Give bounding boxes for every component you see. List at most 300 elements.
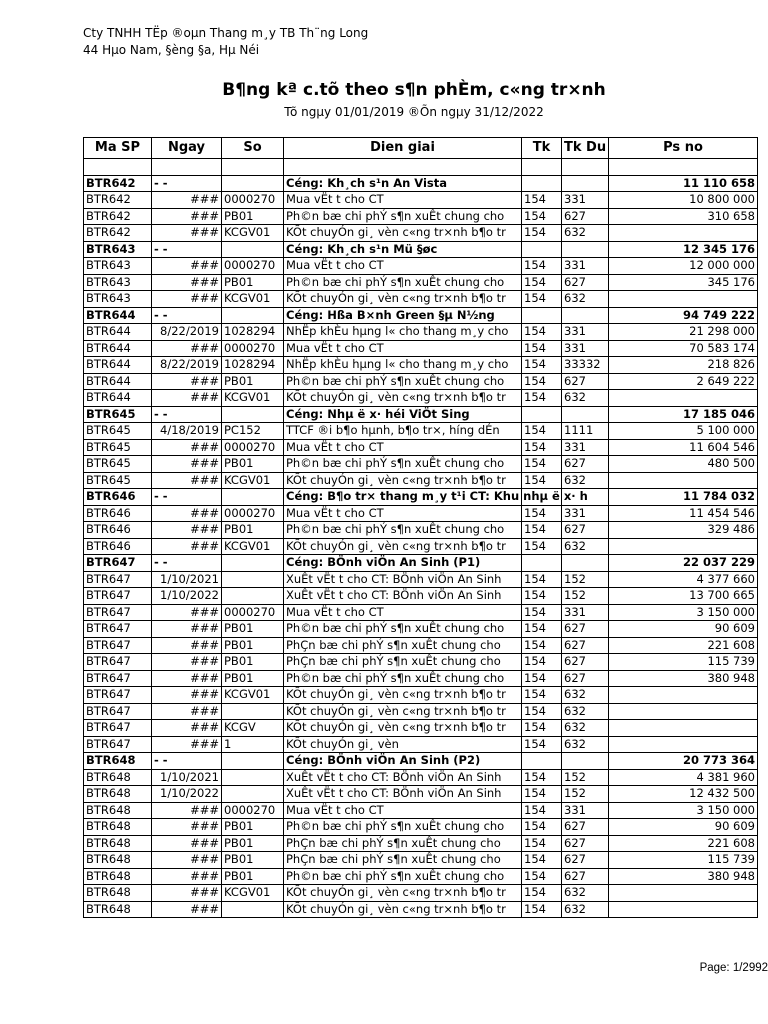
tk-cell: 154	[522, 604, 562, 621]
table-row	[84, 456, 758, 473]
so-cell	[222, 307, 284, 324]
ngay-cell: ###	[152, 604, 222, 621]
tk-cell: 154	[522, 637, 562, 654]
table-row	[84, 291, 758, 308]
ps-no-cell	[609, 472, 758, 489]
dien-giai-cell: Ph©n bæ chi phÝ s¶n xuÊt chung cho	[284, 819, 522, 836]
ps-no-cell: 90 609	[609, 819, 758, 836]
tk-cell	[522, 753, 562, 770]
ma-sp-cell: BTR648	[84, 819, 152, 836]
table-row	[84, 637, 758, 654]
table-row	[84, 703, 758, 720]
so-cell: KCGV01	[222, 885, 284, 902]
tk-du-cell: 152	[562, 769, 609, 786]
dien-giai-cell: KÕt chuyÓn gi¸ vèn c«ng tr×nh b¶o tr	[284, 687, 522, 704]
ngay-cell: 8/22/2019	[152, 324, 222, 341]
tk-du-cell	[562, 175, 609, 192]
ps-no-cell: 345 176	[609, 274, 758, 291]
blank-cell	[152, 159, 222, 176]
table-row	[84, 208, 758, 225]
table-row	[84, 852, 758, 869]
tk-cell: 154	[522, 654, 562, 671]
ps-no-cell: 11 604 546	[609, 439, 758, 456]
ps-no-cell: 5 100 000	[609, 423, 758, 440]
so-cell	[222, 786, 284, 803]
ma-sp-cell: BTR646	[84, 522, 152, 539]
table-row	[84, 670, 758, 687]
ps-no-cell: 12 432 500	[609, 786, 758, 803]
ma-sp-cell: BTR648	[84, 802, 152, 819]
tk-cell: 154	[522, 291, 562, 308]
table-row	[84, 390, 758, 407]
dien-giai-cell: KÕt chuyÓn gi¸ vèn c«ng tr×nh b¶o tr	[284, 885, 522, 902]
tk-cell: 154	[522, 736, 562, 753]
blank-cell	[522, 159, 562, 176]
tk-cell: 154	[522, 901, 562, 918]
ma-sp-cell: BTR648	[84, 901, 152, 918]
ps-no-cell: 21 298 000	[609, 324, 758, 341]
so-cell: PB01	[222, 621, 284, 638]
ps-no-cell: 221 608	[609, 637, 758, 654]
dien-giai-cell: NhËp khÈu hµng l« cho thang m¸y cho	[284, 324, 522, 341]
ma-sp-cell: BTR643	[84, 241, 152, 258]
tk-cell: 154	[522, 852, 562, 869]
so-cell: KCGV	[222, 720, 284, 737]
dien-giai-cell: KÕt chuyÓn gi¸ vèn c«ng tr×nh b¶o tr	[284, 291, 522, 308]
table-row	[84, 835, 758, 852]
ngay-cell: 4/18/2019	[152, 423, 222, 440]
dien-giai-cell: Céng: BÖnh viÖn An Sinh (P2)	[284, 753, 522, 770]
tk-cell: 154	[522, 423, 562, 440]
ps-no-cell	[609, 390, 758, 407]
ps-no-cell: 10 800 000	[609, 192, 758, 209]
ps-no-cell: 4 381 960	[609, 769, 758, 786]
page-number: Page: 1/2992	[699, 962, 768, 974]
dien-giai-cell: Ph©n bæ chi phÝ s¶n xuÊt chung cho	[284, 373, 522, 390]
ma-sp-cell: BTR644	[84, 307, 152, 324]
ps-no-cell: 11 454 546	[609, 505, 758, 522]
ngay-cell: ###	[152, 192, 222, 209]
table-row	[84, 720, 758, 737]
table-row	[84, 439, 758, 456]
dien-giai-cell: Mua vËt t cho CT	[284, 192, 522, 209]
tk-du-cell: 632	[562, 885, 609, 902]
ps-no-cell: 221 608	[609, 835, 758, 852]
dien-giai-cell: Ph©n bæ chi phÝ s¶n xuÊt chung cho	[284, 670, 522, 687]
ma-sp-cell: BTR647	[84, 621, 152, 638]
ngay-cell: - -	[152, 489, 222, 506]
so-cell	[222, 901, 284, 918]
blank-cell	[222, 159, 284, 176]
ngay-cell: ###	[152, 654, 222, 671]
table-row	[84, 621, 758, 638]
tk-du-cell	[562, 555, 609, 572]
so-cell: KCGV01	[222, 538, 284, 555]
ngay-cell: ###	[152, 703, 222, 720]
tk-du-cell: 627	[562, 835, 609, 852]
ma-sp-cell: BTR643	[84, 291, 152, 308]
table-row	[84, 225, 758, 242]
ma-sp-cell: BTR647	[84, 555, 152, 572]
ma-sp-cell: BTR648	[84, 835, 152, 852]
ngay-cell: ###	[152, 670, 222, 687]
dien-giai-cell: XuÊt vËt t cho CT: BÖnh viÖn An Sinh	[284, 588, 522, 605]
so-cell	[222, 175, 284, 192]
ps-no-cell: 218 826	[609, 357, 758, 374]
tk-cell: 154	[522, 340, 562, 357]
tk-du-cell: 331	[562, 505, 609, 522]
group-total-row	[84, 175, 758, 192]
so-cell: PB01	[222, 456, 284, 473]
ngay-cell: ###	[152, 505, 222, 522]
tk-du-cell: 632	[562, 901, 609, 918]
ngay-cell: - -	[152, 307, 222, 324]
dien-giai-cell: PhÇn bæ chi phÝ s¶n xuÊt chung cho	[284, 637, 522, 654]
ma-sp-cell: BTR646	[84, 505, 152, 522]
table-row	[84, 654, 758, 671]
table-row	[84, 505, 758, 522]
table-row	[84, 472, 758, 489]
ngay-cell: ###	[152, 802, 222, 819]
table-row	[84, 522, 758, 539]
so-cell: 1028294	[222, 324, 284, 341]
ngay-cell: ###	[152, 687, 222, 704]
ps-no-cell: 380 948	[609, 670, 758, 687]
ps-no-cell: 17 185 046	[609, 406, 758, 423]
tk-du-cell: 331	[562, 439, 609, 456]
so-cell: PB01	[222, 868, 284, 885]
tk-cell: 154	[522, 786, 562, 803]
dien-giai-cell: Ph©n bæ chi phÝ s¶n xuÊt chung cho	[284, 208, 522, 225]
tk-cell: 154	[522, 274, 562, 291]
ma-sp-cell: BTR647	[84, 720, 152, 737]
ma-sp-cell: BTR648	[84, 753, 152, 770]
ma-sp-cell: BTR647	[84, 670, 152, 687]
ngay-cell: - -	[152, 555, 222, 572]
dien-giai-cell: TTCF ®i b¶o hµnh, b¶o tr×, híng dÉn	[284, 423, 522, 440]
tk-cell: 154	[522, 208, 562, 225]
blank-row	[84, 159, 758, 176]
ps-no-cell	[609, 687, 758, 704]
dien-giai-cell: XuÊt vËt t cho CT: BÖnh viÖn An Sinh	[284, 769, 522, 786]
so-cell: PB01	[222, 274, 284, 291]
tk-cell: 154	[522, 357, 562, 374]
blank-cell	[284, 159, 522, 176]
dien-giai-cell: NhËp khÈu hµng l« cho thang m¸y cho	[284, 357, 522, 374]
dien-giai-cell: KÕt chuyÓn gi¸ vèn c«ng tr×nh b¶o tr	[284, 538, 522, 555]
table-row	[84, 687, 758, 704]
tk-du-cell: 632	[562, 687, 609, 704]
ngay-cell: ###	[152, 868, 222, 885]
tk-du-cell: 627	[562, 637, 609, 654]
tk-du-cell: 331	[562, 802, 609, 819]
so-cell: KCGV01	[222, 472, 284, 489]
col-header-ngay: Ngay	[152, 138, 222, 159]
tk-cell: 154	[522, 885, 562, 902]
dien-giai-cell: KÕt chuyÓn gi¸ vèn	[284, 736, 522, 753]
table-row	[84, 423, 758, 440]
company-name: Cty TNHH TËp ®oµn Thang m¸y TB Th¨ng Long	[83, 26, 369, 40]
blank-cell	[562, 159, 609, 176]
ma-sp-cell: BTR647	[84, 687, 152, 704]
so-cell	[222, 588, 284, 605]
report-title-text: B¶ng kª c.tõ theo s¶n phÈm, c«ng tr×nh	[222, 80, 606, 100]
dien-giai-cell: Mua vËt t cho CT	[284, 802, 522, 819]
ngay-cell: ###	[152, 340, 222, 357]
table-row	[84, 192, 758, 209]
ma-sp-cell: BTR644	[84, 340, 152, 357]
tk-du-cell: 627	[562, 621, 609, 638]
ngay-cell: 1/10/2022	[152, 786, 222, 803]
dien-giai-cell: Mua vËt t cho CT	[284, 258, 522, 275]
ma-sp-cell: BTR643	[84, 258, 152, 275]
tk-cell: 154	[522, 225, 562, 242]
table-row	[84, 274, 758, 291]
tk-du-cell: 627	[562, 373, 609, 390]
ma-sp-cell: BTR642	[84, 175, 152, 192]
dien-giai-cell: Céng: B¶o tr× thang m¸y t¹i CT: Khu nhµ ë x· h	[284, 489, 522, 506]
dien-giai-cell: KÕt chuyÓn gi¸ vèn c«ng tr×nh b¶o tr	[284, 720, 522, 737]
tk-cell: 154	[522, 802, 562, 819]
ngay-cell: ###	[152, 736, 222, 753]
so-cell	[222, 753, 284, 770]
so-cell: 0000270	[222, 802, 284, 819]
tk-du-cell: 627	[562, 456, 609, 473]
ps-no-cell: 310 658	[609, 208, 758, 225]
ps-no-cell	[609, 736, 758, 753]
tk-cell	[522, 406, 562, 423]
tk-cell: 154	[522, 621, 562, 638]
ngay-cell: 1/10/2021	[152, 571, 222, 588]
ps-no-cell: 90 609	[609, 621, 758, 638]
col-header-tk-du: Tk Du	[562, 138, 609, 159]
ma-sp-cell: BTR647	[84, 654, 152, 671]
ngay-cell: ###	[152, 637, 222, 654]
blank-cell	[84, 159, 152, 176]
tk-cell: 154	[522, 835, 562, 852]
ma-sp-cell: BTR648	[84, 852, 152, 869]
tk-du-cell: 632	[562, 291, 609, 308]
ma-sp-cell: BTR647	[84, 604, 152, 621]
so-cell: 0000270	[222, 192, 284, 209]
so-cell: PB01	[222, 208, 284, 225]
tk-du-cell: 152	[562, 588, 609, 605]
so-cell: KCGV01	[222, 291, 284, 308]
ledger-body	[84, 159, 758, 918]
table-row	[84, 604, 758, 621]
ma-sp-cell: BTR645	[84, 456, 152, 473]
group-total-row	[84, 241, 758, 258]
dien-giai-cell: PhÇn bæ chi phÝ s¶n xuÊt chung cho	[284, 835, 522, 852]
ngay-cell: ###	[152, 835, 222, 852]
ps-no-cell: 13 700 665	[609, 588, 758, 605]
ma-sp-cell: BTR642	[84, 208, 152, 225]
dien-giai-cell: Céng: Kh¸ch s¹n Mü §øc	[284, 241, 522, 258]
ngay-cell: 1/10/2022	[152, 588, 222, 605]
dien-giai-cell: Mua vËt t cho CT	[284, 340, 522, 357]
ps-no-cell: 11 110 658	[609, 175, 758, 192]
ps-no-cell	[609, 538, 758, 555]
ma-sp-cell: BTR646	[84, 489, 152, 506]
ps-no-cell: 480 500	[609, 456, 758, 473]
ma-sp-cell: BTR644	[84, 357, 152, 374]
so-cell: 0000270	[222, 439, 284, 456]
ngay-cell: ###	[152, 522, 222, 539]
ps-no-cell: 3 150 000	[609, 802, 758, 819]
so-cell: 1028294	[222, 357, 284, 374]
tk-du-cell: 1111	[562, 423, 609, 440]
tk-du-cell: 627	[562, 654, 609, 671]
tk-du-cell: 331	[562, 324, 609, 341]
ma-sp-cell: BTR648	[84, 786, 152, 803]
dien-giai-cell: Ph©n bæ chi phÝ s¶n xuÊt chung cho	[284, 621, 522, 638]
group-total-row	[84, 406, 758, 423]
tk-du-cell: 632	[562, 225, 609, 242]
ps-no-cell: 12 345 176	[609, 241, 758, 258]
tk-du-cell: 152	[562, 571, 609, 588]
dien-giai-cell: KÕt chuyÓn gi¸ vèn c«ng tr×nh b¶o tr	[284, 225, 522, 242]
so-cell: 0000270	[222, 604, 284, 621]
so-cell: 0000270	[222, 258, 284, 275]
tk-cell: 154	[522, 373, 562, 390]
tk-cell: 154	[522, 258, 562, 275]
dien-giai-cell: KÕt chuyÓn gi¸ vèn c«ng tr×nh b¶o tr	[284, 901, 522, 918]
table-row	[84, 885, 758, 902]
dien-giai-cell: Mua vËt t cho CT	[284, 604, 522, 621]
table-row	[84, 357, 758, 374]
dien-giai-cell: KÕt chuyÓn gi¸ vèn c«ng tr×nh b¶o tr	[284, 390, 522, 407]
table-row	[84, 588, 758, 605]
dien-giai-cell: XuÊt vËt t cho CT: BÖnh viÖn An Sinh	[284, 571, 522, 588]
tk-du-cell: 627	[562, 208, 609, 225]
dien-giai-cell: Ph©n bæ chi phÝ s¶n xuÊt chung cho	[284, 456, 522, 473]
dien-giai-cell: Céng: BÖnh viÖn An Sinh (P1)	[284, 555, 522, 572]
tk-du-cell	[562, 307, 609, 324]
ma-sp-cell: BTR647	[84, 588, 152, 605]
ma-sp-cell: BTR642	[84, 192, 152, 209]
ps-no-cell	[609, 885, 758, 902]
ngay-cell: - -	[152, 175, 222, 192]
tk-cell: 154	[522, 505, 562, 522]
so-cell: PB01	[222, 835, 284, 852]
table-header-row	[84, 138, 758, 159]
ma-sp-cell: BTR647	[84, 736, 152, 753]
ngay-cell: ###	[152, 208, 222, 225]
so-cell	[222, 555, 284, 572]
tk-cell: 154	[522, 588, 562, 605]
ngay-cell: 1/10/2021	[152, 769, 222, 786]
ngay-cell: ###	[152, 439, 222, 456]
ngay-cell: ###	[152, 901, 222, 918]
col-header-so: So	[222, 138, 284, 159]
so-cell: PB01	[222, 373, 284, 390]
tk-du-cell: 627	[562, 852, 609, 869]
tk-cell: 154	[522, 192, 562, 209]
so-cell: 1	[222, 736, 284, 753]
ps-no-cell	[609, 225, 758, 242]
so-cell	[222, 489, 284, 506]
ngay-cell: ###	[152, 274, 222, 291]
table-row	[84, 901, 758, 918]
tk-cell: 154	[522, 324, 562, 341]
so-cell	[222, 769, 284, 786]
col-header-ma-sp: Ma SP	[84, 138, 152, 159]
ma-sp-cell: BTR645	[84, 472, 152, 489]
so-cell: PB01	[222, 654, 284, 671]
dien-giai-cell: Ph©n bæ chi phÝ s¶n xuÊt chung cho	[284, 868, 522, 885]
so-cell: PC152	[222, 423, 284, 440]
ps-no-cell: 70 583 174	[609, 340, 758, 357]
ps-no-cell: 3 150 000	[609, 604, 758, 621]
ma-sp-cell: BTR643	[84, 274, 152, 291]
ma-sp-cell: BTR645	[84, 423, 152, 440]
dien-giai-cell: KÕt chuyÓn gi¸ vèn c«ng tr×nh b¶o tr	[284, 472, 522, 489]
blank-cell	[609, 159, 758, 176]
ps-no-cell: 380 948	[609, 868, 758, 885]
so-cell: 0000270	[222, 505, 284, 522]
tk-du-cell	[562, 753, 609, 770]
tk-cell: 154	[522, 703, 562, 720]
ma-sp-cell: BTR644	[84, 390, 152, 407]
tk-du-cell: 331	[562, 604, 609, 621]
so-cell: KCGV01	[222, 687, 284, 704]
ngay-cell: ###	[152, 852, 222, 869]
tk-cell: 154	[522, 819, 562, 836]
ngay-cell: ###	[152, 225, 222, 242]
report-title	[0, 80, 768, 100]
table-row	[84, 324, 758, 341]
ps-no-cell: 2 649 222	[609, 373, 758, 390]
dien-giai-cell: Céng: Nhµ ë x· héi ViÖt Sing	[284, 406, 522, 423]
tk-cell: 154	[522, 769, 562, 786]
ngay-cell: ###	[152, 538, 222, 555]
tk-du-cell: 632	[562, 472, 609, 489]
ma-sp-cell: BTR648	[84, 885, 152, 902]
tk-cell: 154	[522, 868, 562, 885]
ngay-cell: ###	[152, 621, 222, 638]
tk-du-cell: 331	[562, 340, 609, 357]
ngay-cell: - -	[152, 241, 222, 258]
table-row	[84, 769, 758, 786]
ngay-cell: ###	[152, 819, 222, 836]
so-cell: PB01	[222, 670, 284, 687]
tk-cell: 154	[522, 472, 562, 489]
dien-giai-cell: Ph©n bæ chi phÝ s¶n xuÊt chung cho	[284, 522, 522, 539]
group-total-row	[84, 753, 758, 770]
ngay-cell: 8/22/2019	[152, 357, 222, 374]
so-cell: PB01	[222, 819, 284, 836]
dien-giai-cell: Mua vËt t cho CT	[284, 439, 522, 456]
tk-du-cell: 331	[562, 258, 609, 275]
tk-du-cell	[562, 406, 609, 423]
tk-cell: 154	[522, 439, 562, 456]
tk-cell: 154	[522, 522, 562, 539]
tk-du-cell: 632	[562, 538, 609, 555]
group-total-row	[84, 555, 758, 572]
table-row	[84, 868, 758, 885]
ngay-cell: ###	[152, 720, 222, 737]
so-cell: PB01	[222, 852, 284, 869]
ma-sp-cell: BTR648	[84, 868, 152, 885]
table-row	[84, 538, 758, 555]
so-cell: KCGV01	[222, 225, 284, 242]
col-header-ps-no: Ps no	[609, 138, 758, 159]
dien-giai-cell: Céng: Kh¸ch s¹n An Vista	[284, 175, 522, 192]
tk-du-cell: 627	[562, 274, 609, 291]
ps-no-cell: 11 784 032	[609, 489, 758, 506]
ma-sp-cell: BTR648	[84, 769, 152, 786]
group-total-row	[84, 307, 758, 324]
